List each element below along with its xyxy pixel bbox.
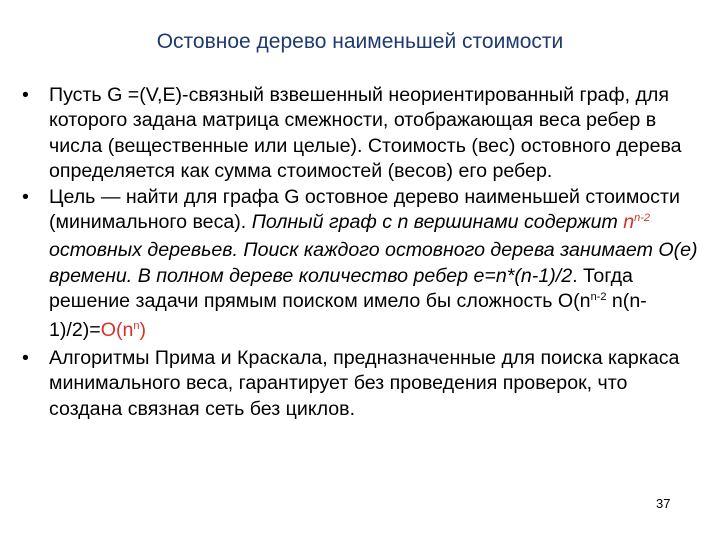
bullet-list <box>22 83 704 422</box>
bullet-marker: • <box>22 347 29 370</box>
bullet-text: n(n-1)/2)= <box>49 290 647 341</box>
bullet-marker: • <box>22 185 29 208</box>
bullet-item <box>22 83 704 185</box>
bullet-item <box>22 185 704 346</box>
page-number: 37 <box>656 496 671 511</box>
formula-exponent: n-2 <box>590 291 607 304</box>
slide-title: Остовное дерево наименьшей стоимости <box>156 30 564 53</box>
bullet-text: . Тогда решение задачи прямым поиском имело бы сложность O(n <box>49 264 633 313</box>
bullet-text-italic: Полный граф с n вершинами содержит <box>251 211 624 234</box>
formula-complexity-close: ) <box>139 318 147 341</box>
bullet-text-italic: остовных деревьев. Поиск каждого остовного дерева занимает O(e) времени. В полном дереве количество ребер e=n*(n-1)/2 <box>49 239 698 287</box>
bullet-item <box>22 346 704 422</box>
bullet-text: Пусть G =(V,E)-связный взвешенный неориентированный граф, для которого задана матрица смежности, отображающая веса ребер в числа (вещественные или целые). Стоимость (вес) остовного дерева определяется как сумма стоимостей (весов) его ребер. <box>49 84 682 183</box>
bullet-marker: • <box>22 84 29 106</box>
formula-exponent: n-2 <box>634 212 651 225</box>
formula-n: n <box>623 211 635 234</box>
bullet-text: Цель — найти для графа G остовное дерево наименьшей стоимости (минимального веса). <box>49 185 680 234</box>
formula-complexity: O(n <box>100 318 134 341</box>
bullet-text: Алгоритмы Прима и Краскала, предназначенные для поиска каркаса минимального веса, гарантирует без проведения проверок, что создана связная сеть без циклов. <box>49 347 680 420</box>
formula-exponent: n <box>133 319 140 332</box>
